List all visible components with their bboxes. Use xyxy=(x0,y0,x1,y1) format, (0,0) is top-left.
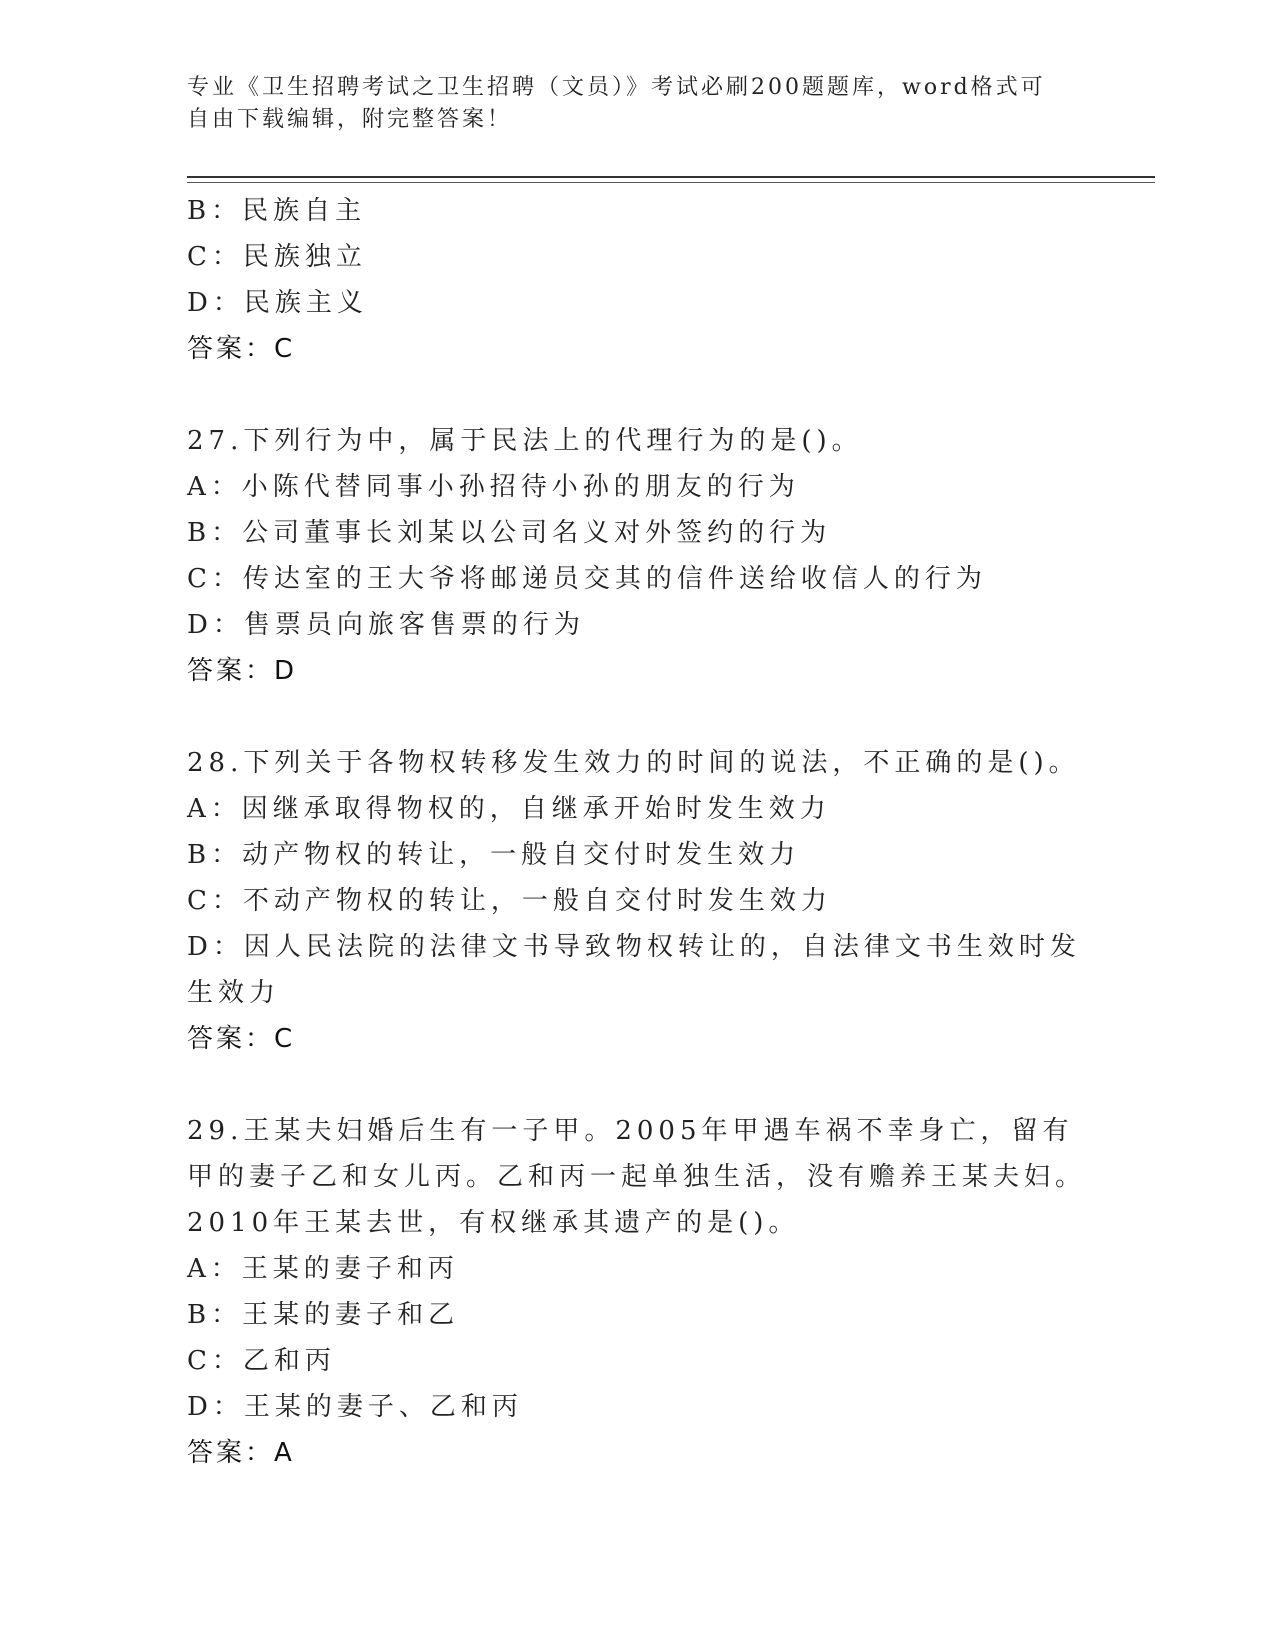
question-content xyxy=(187,188,1087,1476)
option-a: A：王某的妻子和丙 xyxy=(187,1254,459,1284)
option-a: A：因继承取得物权的，自继承开始时发生效力 xyxy=(187,794,831,824)
question-28 xyxy=(187,740,1087,1062)
answer-line: 答案：D xyxy=(187,656,298,686)
question-fragment xyxy=(187,188,1087,372)
option-c: C：不动产物权的转让，一般自交付时发生效力 xyxy=(187,886,832,916)
spacer xyxy=(187,1062,1087,1108)
option-b: B：民族自主 xyxy=(187,196,367,226)
option-c: C：民族独立 xyxy=(187,242,367,272)
header-rule-thick xyxy=(187,176,1155,178)
option-d: D：民族主义 xyxy=(187,288,368,318)
option-d: D：王某的妻子、乙和丙 xyxy=(187,1392,523,1422)
question-stem: 27.下列行为中，属于民法上的代理行为的是()。 xyxy=(187,426,863,456)
option-d: D：售票员向旅客售票的行为 xyxy=(187,610,585,640)
answer-line: 答案：A xyxy=(187,1438,295,1468)
question-stem: 29.王某夫妇婚后生有一子甲。2005年甲遇车祸不幸身亡，留有甲的妻子乙和女儿丙。乙和丙一起单独生活，没有赡养王某夫妇。2010年王某去世，有权继承其遗产的是()。 xyxy=(187,1116,1087,1238)
question-stem: 28.下列关于各物权转移发生效力的时间的说法，不正确的是()。 xyxy=(187,748,1080,778)
document-header: 专业《卫生招聘考试之卫生招聘（文员）》考试必刷200题题库，word格式可自由下载编辑，附完整答案！ xyxy=(187,75,1046,132)
header-rule-thin xyxy=(187,182,1155,183)
question-29 xyxy=(187,1108,1087,1476)
answer-line: 答案：C xyxy=(187,1024,296,1054)
option-b: B：动产物权的转让，一般自交付时发生效力 xyxy=(187,840,801,870)
option-c: C：乙和丙 xyxy=(187,1346,336,1376)
spacer xyxy=(187,372,1087,418)
option-b: B：王某的妻子和乙 xyxy=(187,1300,460,1330)
option-d: D：因人民法院的法律文书导致物权转让的，自法律文书生效时发生效力 xyxy=(187,932,1081,1008)
answer-line: 答案：C xyxy=(187,334,296,364)
option-b: B：公司董事长刘某以公司名义对外签约的行为 xyxy=(187,518,832,548)
option-a: A：小陈代替同事小孙招待小孙的朋友的行为 xyxy=(187,472,800,502)
option-c: C：传达室的王大爷将邮递员交其的信件送给收信人的行为 xyxy=(187,564,987,594)
spacer xyxy=(187,694,1087,740)
question-27 xyxy=(187,418,1087,694)
